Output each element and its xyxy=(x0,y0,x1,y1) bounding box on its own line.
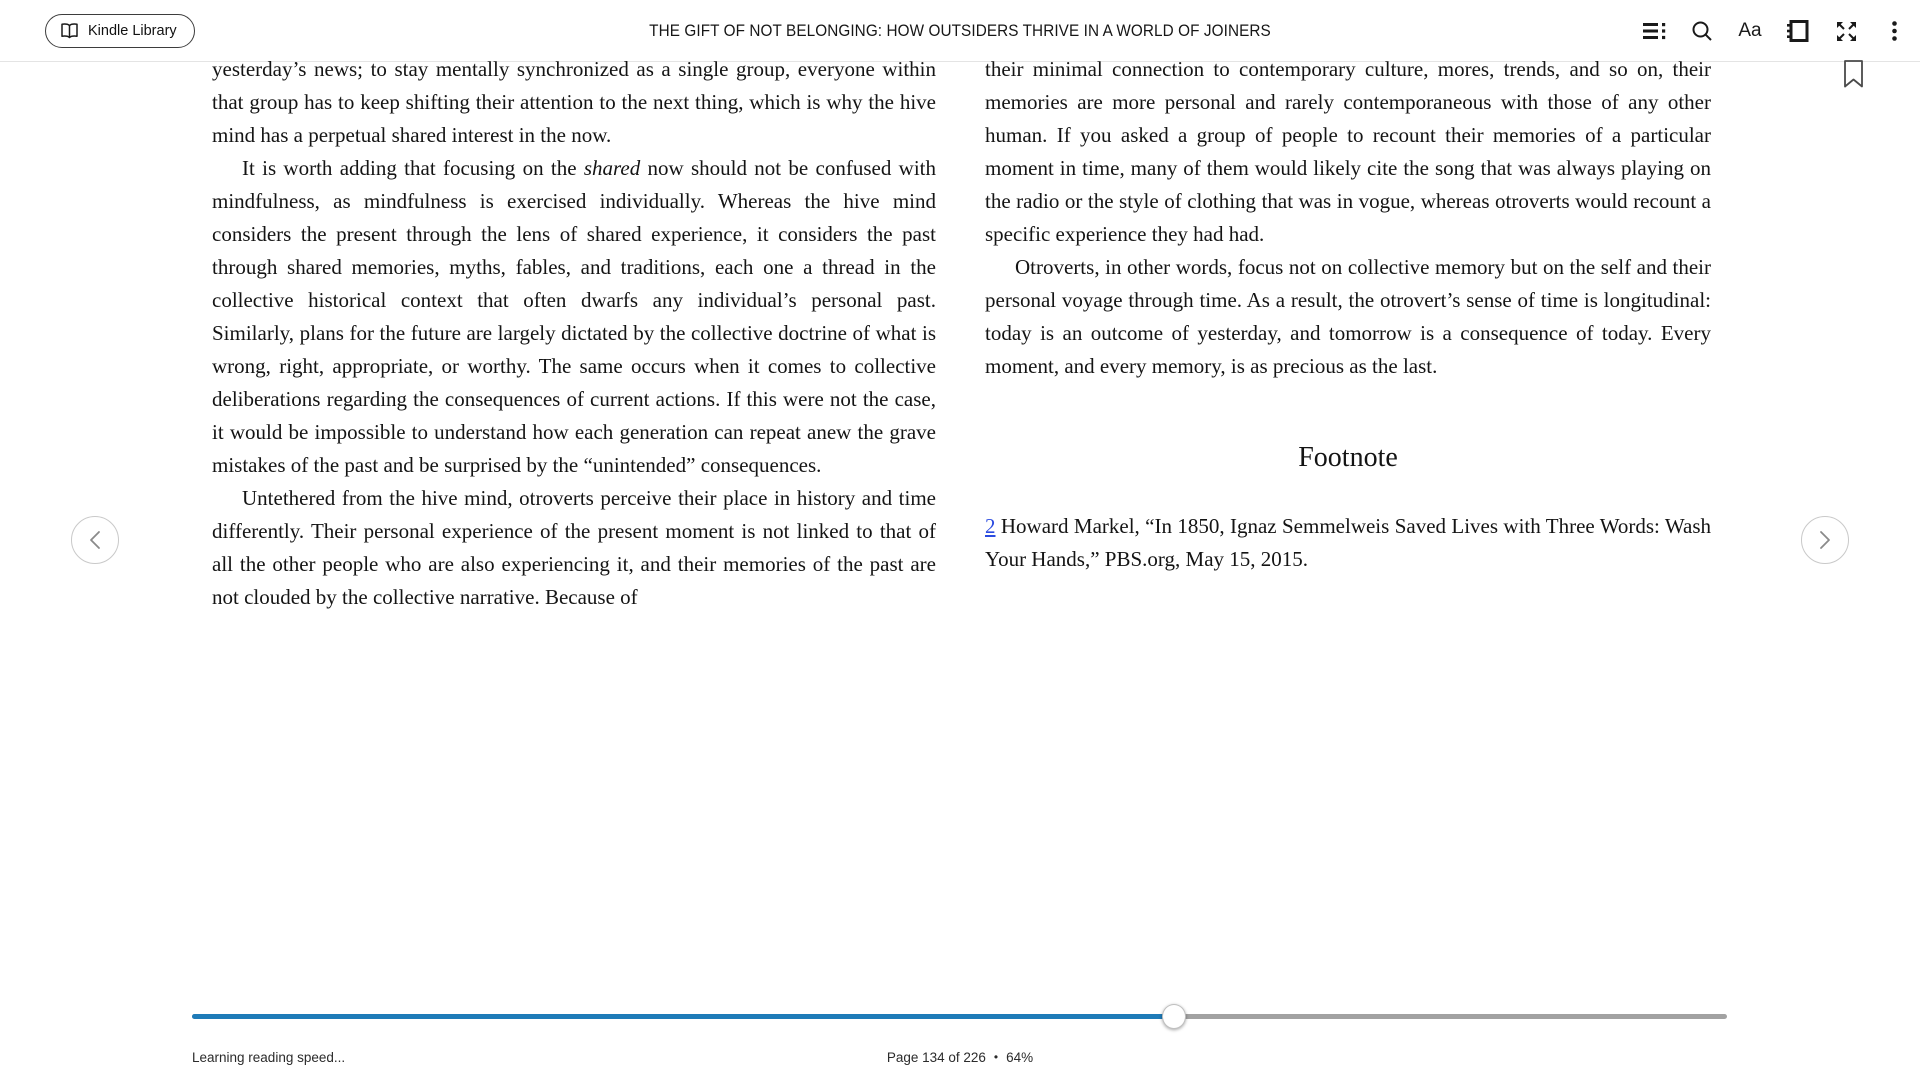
progress-fill xyxy=(192,1014,1174,1019)
next-page-button[interactable] xyxy=(1801,516,1849,564)
page-info: Page 134 of 226 xyxy=(886,1050,986,1065)
paragraph-text: It is worth adding that focusing on the xyxy=(242,156,584,180)
reading-speed-status: Learning reading speed... xyxy=(192,1050,346,1065)
page-position-indicator xyxy=(0,1050,1920,1065)
kebab-menu-icon[interactable] xyxy=(1882,19,1906,43)
footnote-paragraph xyxy=(985,510,1711,576)
reading-column-left xyxy=(212,53,936,614)
footnote-heading: Footnote xyxy=(1298,442,1398,473)
previous-page-button[interactable] xyxy=(71,516,119,564)
footnote-ref-link[interactable]: 2 xyxy=(985,514,996,538)
reading-column-right xyxy=(985,53,1711,576)
kindle-library-label: Kindle Library xyxy=(88,23,177,39)
font-settings-label: Aa xyxy=(1738,20,1762,41)
reading-progress-slider[interactable] xyxy=(192,1012,1727,1021)
paragraph: their minimal connection to contemporary culture, mores, trends, and so on, their memories are more personal and rarely contemporaneous with those of any other human. If you asked a group of people to recount their memories of a particular moment in time, many of them would likely cite the song that was always playing on the radio or the style of clothing that was in vogue, whereas otroverts would recount a specific experience they had had. xyxy=(985,57,1711,246)
footnote-text: Howard Markel, “In 1850, Ignaz Semmelweis Saved Lives with Three Words: Wash Your Hands,” PBS.org, May 15, 2015. xyxy=(985,514,1711,571)
page-layout-icon[interactable] xyxy=(1786,19,1810,43)
paragraph: Untethered from the hive mind, otroverts perceive their place in history and time differently. Their personal experience of the present moment is not linked to that of all the other people who are also experiencing it, and their memories of the past are not clouded by the collective narrative. Because of xyxy=(212,486,936,609)
font-settings-icon[interactable] xyxy=(1738,19,1762,43)
percent-read: 64% xyxy=(1006,1050,1034,1065)
chevron-right-icon xyxy=(1818,530,1832,550)
separator-dot: • xyxy=(993,1050,999,1064)
paragraph xyxy=(212,152,936,482)
search-icon[interactable] xyxy=(1690,19,1714,43)
toc-icon[interactable] xyxy=(1642,19,1666,43)
chevron-left-icon xyxy=(88,530,102,550)
paragraph: yesterday’s news; to stay mentally synchronized as a single group, everyone within that group has to keep shifting their attention to the next thing, which is why the hive mind has a perpetual shared interest in the now. xyxy=(212,57,936,147)
paragraph-text: now should not be confused with mindfulness, as mindfulness is exercised individually. Whereas the hive mind considers the present through the lens of shared experience, it considers the past through shared memories, myths, fables, and traditions, each one a thread in the collective historical context that often dwarfs any individual’s personal past. Similarly, plans for the future are largely dictated by the collective doctrine of what is wrong, right, appropriate, or worthy. The same occurs when it comes to collective deliberations regarding the consequences of current actions. If this were not the case, it would be impossible to understand how each generation can repeat anew the grave mistakes of the past and be surprised by the “unintended” consequences. xyxy=(212,156,936,477)
fullscreen-icon[interactable] xyxy=(1834,19,1858,43)
bookmark-icon[interactable] xyxy=(1843,60,1864,88)
progress-knob[interactable] xyxy=(1162,1004,1186,1029)
open-book-icon xyxy=(60,23,79,39)
book-title: THE GIFT OF NOT BELONGING: HOW OUTSIDERS THRIVE IN A WORLD OF JOINERS xyxy=(649,21,1271,40)
emphasized-word: shared xyxy=(583,156,641,180)
paragraph: Otroverts, in other words, focus not on collective memory but on the self and their personal voyage through time. As a result, the otrovert’s sense of time is longitudinal: today is an outcome of yesterday, and tomorrow is a consequence of today. Every moment, and every memory, is as precious as the last. xyxy=(985,255,1711,378)
